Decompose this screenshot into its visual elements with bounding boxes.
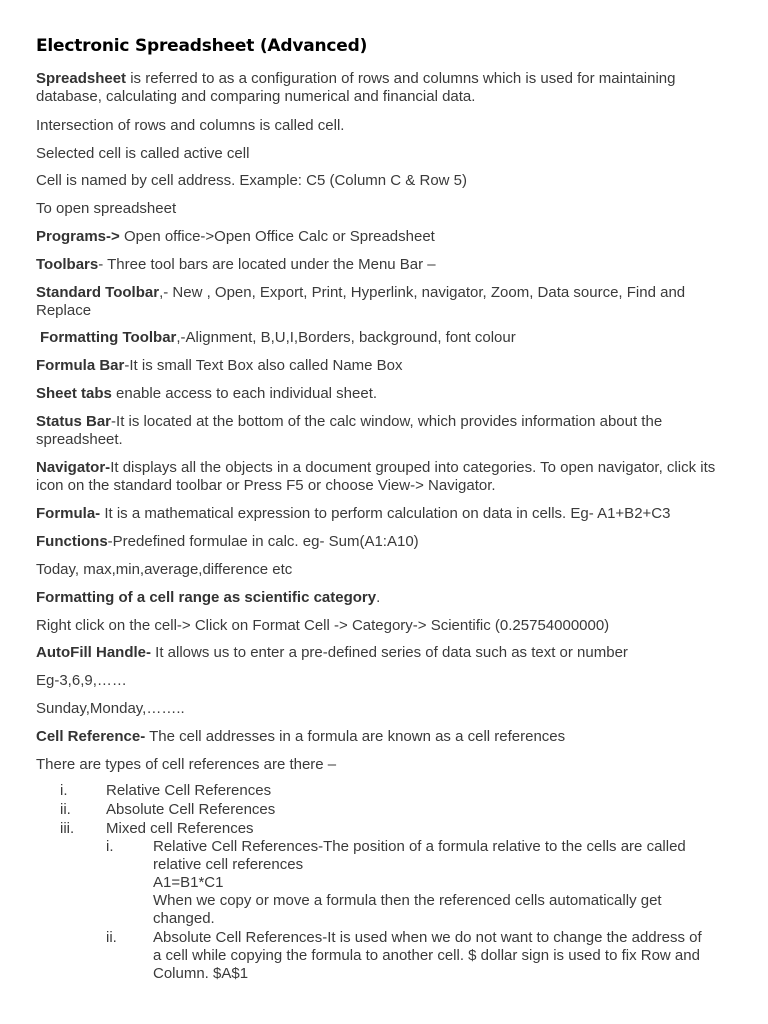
paragraph-text: Cell is named by cell address. Example: C5 (Column C & Row 5) (36, 172, 467, 189)
term-bold: Standard Toolbar (36, 284, 160, 301)
paragraph-intersection (36, 117, 736, 135)
paragraph-text: The cell addresses in a formula are known as a cell references (145, 728, 566, 745)
sublist-line: A1=B1*C1 (153, 874, 224, 891)
sublist-line: Absolute Cell References-It is used when we do not want to change the address of (153, 929, 702, 946)
sublist-line: Relative Cell References-The position of a formula relative to the cells are called (153, 838, 686, 855)
paragraph-functions (36, 533, 736, 551)
paragraph-autofill-number-example (36, 672, 736, 690)
paragraph-autofill-text-example (36, 700, 736, 718)
sublist-line: When we copy or move a formula then the referenced cells automatically get (153, 892, 662, 909)
paragraph-cell-reference (36, 728, 736, 746)
term-bold: Formula Bar (36, 357, 125, 374)
paragraph-open-spreadsheet (36, 200, 736, 218)
paragraph-text: Selected cell is called active cell (36, 145, 250, 162)
paragraph-navigator (36, 459, 736, 495)
term-bold: Formatting Toolbar (40, 329, 177, 346)
paragraph-text: ,- New , Open, Export, Print, Hyperlink, navigator, Zoom, Data source, Find and Replace (36, 284, 686, 319)
paragraph-text: enable access to each individual sheet. (111, 385, 378, 402)
paragraph-autofill (36, 644, 736, 662)
paragraph-text: Open office->Open Office Calc or Spreadsheet (119, 228, 435, 245)
paragraph-formula (36, 505, 736, 523)
term-bold: Spreadsheet (36, 70, 127, 87)
paragraph-active-cell (36, 145, 736, 163)
term-bold: Toolbars (36, 256, 99, 273)
sublist-line: relative cell references (153, 856, 304, 873)
paragraph-text: is referred to as a configuration of rows and columns which is used for maintaining database, calculating and comparing numerical and financial data. (36, 70, 676, 105)
paragraph-text: . (376, 589, 381, 606)
paragraph-text: It displays all the objects in a document grouped into categories. To open navigator, click its icon on the standard toolbar or Press F5 or choose View-> Navigator. (36, 459, 716, 494)
term-bold: Cell Reference- (36, 728, 146, 745)
paragraph-standard-toolbar (36, 284, 736, 320)
paragraph-text: Eg-3,6,9,…… (36, 672, 127, 689)
paragraph-sheet-tabs (36, 385, 736, 403)
term-bold: Formula- (36, 505, 101, 522)
paragraph-spreadsheet (36, 70, 736, 106)
list-item: Mixed cell References (106, 820, 254, 837)
paragraph-text: Today, max,min,average,difference etc (36, 561, 293, 578)
term-bold: AutoFill Handle- (36, 644, 151, 661)
sublist-line: Column. $A$1 (153, 965, 249, 982)
term-bold: Status Bar (36, 413, 112, 430)
term-bold: Programs-> (36, 228, 120, 245)
list-marker: iii. (60, 820, 75, 837)
paragraph-text: -Predefined formulae in calc. eg- Sum(A1:A10) (107, 533, 419, 550)
paragraph-text: Right click on the cell-> Click on Format Cell -> Category-> Scientific (0.25754000000) (36, 617, 610, 634)
paragraph-text: There are types of cell references are there – (36, 756, 337, 773)
term-bold: Navigator- (36, 459, 111, 476)
paragraph-cell-address (36, 172, 736, 190)
sublist-marker: ii. (106, 929, 117, 946)
paragraph-text: To open spreadsheet (36, 200, 177, 217)
paragraph-toolbars (36, 256, 736, 274)
paragraph-types-intro (36, 756, 736, 774)
paragraph-text: Intersection of rows and columns is called cell. (36, 117, 345, 134)
paragraph-text: Sunday,Monday,…….. (36, 700, 185, 717)
paragraph-text: ,-Alignment, B,U,I,Borders, background, font colour (176, 329, 516, 346)
paragraph-text: It allows us to enter a pre-defined series of data such as text or number (151, 644, 628, 661)
paragraph-status-bar (36, 413, 736, 449)
term-bold: Formatting of a cell range as scientific category (36, 589, 377, 606)
paragraph-text: -It is small Text Box also called Name Box (124, 357, 403, 374)
list-item: Relative Cell References (106, 782, 272, 799)
paragraph-text: - Three tool bars are located under the Menu Bar – (98, 256, 436, 273)
list-marker: ii. (60, 801, 71, 818)
term-bold: Sheet tabs (36, 385, 112, 402)
page-title: Electronic Spreadsheet (Advanced) (36, 36, 368, 56)
list-item: Absolute Cell References (106, 801, 276, 818)
sublist-marker: i. (106, 838, 114, 855)
paragraph-function-examples (36, 561, 736, 579)
paragraph-scientific-heading (36, 589, 736, 607)
paragraph-text: -It is located at the bottom of the calc window, which provides information about the spreadsheet. (36, 413, 663, 448)
sublist-line: changed. (153, 910, 215, 927)
paragraph-formatting-toolbar (40, 329, 740, 347)
term-bold: Functions (36, 533, 108, 550)
paragraph-scientific-steps (36, 617, 736, 635)
paragraph-formula-bar (36, 357, 736, 375)
sublist-line: a cell while copying the formula to another cell. $ dollar sign is used to fix Row and (153, 947, 700, 964)
list-marker: i. (60, 782, 68, 799)
paragraph-programs (36, 228, 736, 246)
paragraph-text: It is a mathematical expression to perform calculation on data in cells. Eg- A1+B2+C3 (100, 505, 671, 522)
